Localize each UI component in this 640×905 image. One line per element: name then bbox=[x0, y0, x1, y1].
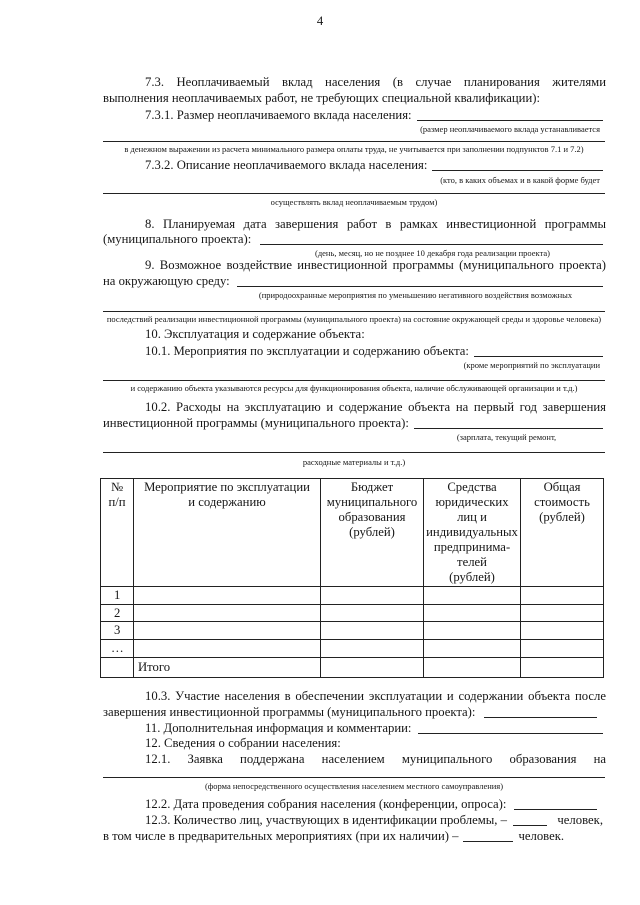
hint-7-3-2-line2: осуществлять вклад неоплачиваемым трудом) bbox=[270, 197, 438, 207]
header-municipal-budget: Бюджет муниципального образования (рублей) bbox=[321, 479, 424, 587]
field-10-3 bbox=[103, 705, 597, 720]
divider-line bbox=[103, 193, 605, 194]
fill-in-line bbox=[513, 825, 547, 826]
field-12-3-preliminary-label: в том числе в предварительных мероприятиях (при их наличии) – bbox=[103, 829, 459, 843]
hint-10-2-line2: расходные материалы и т.д.) bbox=[302, 457, 406, 467]
table-row bbox=[101, 622, 604, 640]
divider-line bbox=[103, 141, 605, 142]
paragraph-7-3-line2: выполнения неоплачиваемых работ, не требующих специальной квалификации): bbox=[103, 91, 541, 105]
field-12-3-label: 12.3. Количество лиц, участвующих в идентификации проблемы, – bbox=[145, 813, 507, 827]
expenses-table bbox=[100, 478, 604, 678]
hint-7-3-2-line1: (кто, в каких объемах и в какой форме будет bbox=[440, 175, 600, 185]
hint-8: (день, месяц, но не позднее 10 декабря года реализации проекта) bbox=[314, 248, 550, 258]
table-cell: 1 bbox=[101, 587, 134, 605]
field-8-label: (муниципального проекта): bbox=[103, 232, 252, 246]
field-10-3-label: завершения инвестиционной программы (муниципального проекта): bbox=[103, 705, 476, 719]
field-12-2 bbox=[145, 797, 597, 812]
header-number: № п/п bbox=[101, 479, 134, 587]
paragraph-10-3-line1: 10.3. Участие населения в обеспечении эксплуатации и содержании объекта после bbox=[145, 689, 606, 703]
field-11 bbox=[145, 721, 603, 736]
field-10-2 bbox=[103, 416, 603, 431]
table-cell bbox=[424, 658, 521, 678]
table-cell bbox=[521, 587, 604, 605]
fill-in-line bbox=[484, 717, 597, 718]
table-cell bbox=[521, 658, 604, 678]
table-cell: 2 bbox=[101, 605, 134, 622]
field-12-3-preliminary bbox=[103, 829, 564, 844]
divider-line bbox=[103, 380, 605, 381]
hint-10-1-line2: и содержанию объекта указываются ресурсы для функционирования объекта, наличие обслуживающей организации и т.д.) bbox=[130, 383, 578, 393]
table-row bbox=[101, 587, 604, 605]
table-header-row bbox=[101, 479, 604, 587]
paragraph-9-line1: 9. Возможное воздействие инвестиционной программы (муниципального проекта) bbox=[145, 258, 606, 272]
table-cell: 3 bbox=[101, 622, 134, 640]
table-cell bbox=[321, 605, 424, 622]
fill-in-line bbox=[260, 244, 603, 245]
hint-10-2-line1: (зарплата, текущий ремонт, bbox=[456, 432, 557, 442]
table-cell bbox=[424, 640, 521, 658]
field-10-2-label: инвестиционной программы (муниципального проекта): bbox=[103, 416, 409, 430]
field-7-3-1 bbox=[145, 108, 603, 123]
table-row bbox=[101, 605, 604, 622]
fill-in-line bbox=[237, 286, 603, 287]
field-10-1-label: 10.1. Мероприятия по эксплуатации и содержанию объекта: bbox=[145, 344, 469, 358]
hint-10-1-line1: (кроме мероприятий по эксплуатации bbox=[463, 360, 600, 370]
field-11-label: 11. Дополнительная информация и комментарии: bbox=[145, 721, 412, 735]
table-cell bbox=[424, 605, 521, 622]
table-cell bbox=[134, 640, 321, 658]
field-7-3-2 bbox=[145, 158, 603, 173]
fill-in-line bbox=[432, 170, 603, 171]
hint-9-line2: последствий реализации инвестиционной программы (муниципального проекта) на состояние окружающей среды и здоровье человека) bbox=[106, 314, 602, 324]
header-activity: Мероприятие по эксплуатации и содержанию bbox=[134, 479, 321, 587]
table-cell bbox=[321, 640, 424, 658]
page-number: 4 bbox=[316, 14, 324, 28]
table-cell bbox=[134, 622, 321, 640]
section-12-title: 12. Сведения о собрании населения: bbox=[145, 736, 341, 750]
table-cell bbox=[521, 605, 604, 622]
table-cell bbox=[521, 622, 604, 640]
table-cell bbox=[134, 587, 321, 605]
total-label: Итого bbox=[134, 658, 321, 678]
table-cell bbox=[321, 587, 424, 605]
paragraph-8-line1: 8. Планируемая дата завершения работ в рамках инвестиционной программы bbox=[145, 217, 606, 231]
paragraph-7-3-line1: 7.3. Неоплачиваемый вклад населения (в случае планирования жителями bbox=[145, 75, 606, 89]
divider-line bbox=[103, 452, 605, 453]
header-private-funds: Средства юридических лиц и индивидуальных предпринима- телей (рублей) bbox=[424, 479, 521, 587]
header-total-cost: Общая стоимость (рублей) bbox=[521, 479, 604, 587]
hint-12-1: (форма непосредственного осуществления населением местного самоуправления) bbox=[204, 781, 504, 791]
fill-in-line bbox=[414, 428, 603, 429]
field-7-3-1-label: 7.3.1. Размер неоплачиваемого вклада населения: bbox=[145, 108, 412, 122]
field-12-3-preliminary-unit: человек. bbox=[518, 829, 565, 843]
fill-in-line bbox=[514, 809, 597, 810]
hint-9-line1: (природоохранные мероприятия по уменьшению негативного воздействия возможных bbox=[258, 290, 573, 300]
paragraph-12-1-line1: 12.1. Заявка поддержана населением муниципального образования на bbox=[145, 752, 606, 766]
field-9 bbox=[103, 274, 603, 289]
fill-in-line bbox=[418, 733, 603, 734]
field-10-1 bbox=[145, 344, 603, 359]
field-9-label: на окружающую среду: bbox=[103, 274, 230, 288]
table-cell bbox=[424, 587, 521, 605]
paragraph-10-2-line1: 10.2. Расходы на эксплуатацию и содержание объекта на первый год завершения bbox=[145, 400, 606, 414]
table-cell bbox=[101, 658, 134, 678]
fill-in-line bbox=[474, 356, 603, 357]
field-8 bbox=[103, 232, 603, 247]
table-cell bbox=[424, 622, 521, 640]
table-cell bbox=[321, 622, 424, 640]
table-cell bbox=[134, 605, 321, 622]
field-12-3 bbox=[145, 813, 603, 828]
field-7-3-2-label: 7.3.2. Описание неоплачиваемого вклада населения: bbox=[145, 158, 428, 172]
section-10-title: 10. Эксплуатация и содержание объекта: bbox=[145, 327, 365, 341]
divider-line bbox=[103, 311, 605, 312]
table-total-row bbox=[101, 658, 604, 678]
table-cell bbox=[521, 640, 604, 658]
table-row bbox=[101, 640, 604, 658]
field-12-2-label: 12.2. Дата проведения собрания населения (конференции, опроса): bbox=[145, 797, 507, 811]
divider-line bbox=[103, 777, 605, 778]
fill-in-line bbox=[417, 120, 603, 121]
hint-7-3-1-line2: в денежном выражении из расчета минимального размера оплаты труда, не учитывается при заполнении подпунктов 7.1 и 7.2) bbox=[124, 144, 584, 154]
hint-7-3-1-line1: (размер неоплачиваемого вклада устанавливается bbox=[420, 124, 600, 134]
fill-in-line bbox=[463, 841, 513, 842]
table-cell bbox=[321, 658, 424, 678]
table-cell: … bbox=[101, 640, 134, 658]
field-12-3-unit: человек, bbox=[557, 813, 603, 827]
